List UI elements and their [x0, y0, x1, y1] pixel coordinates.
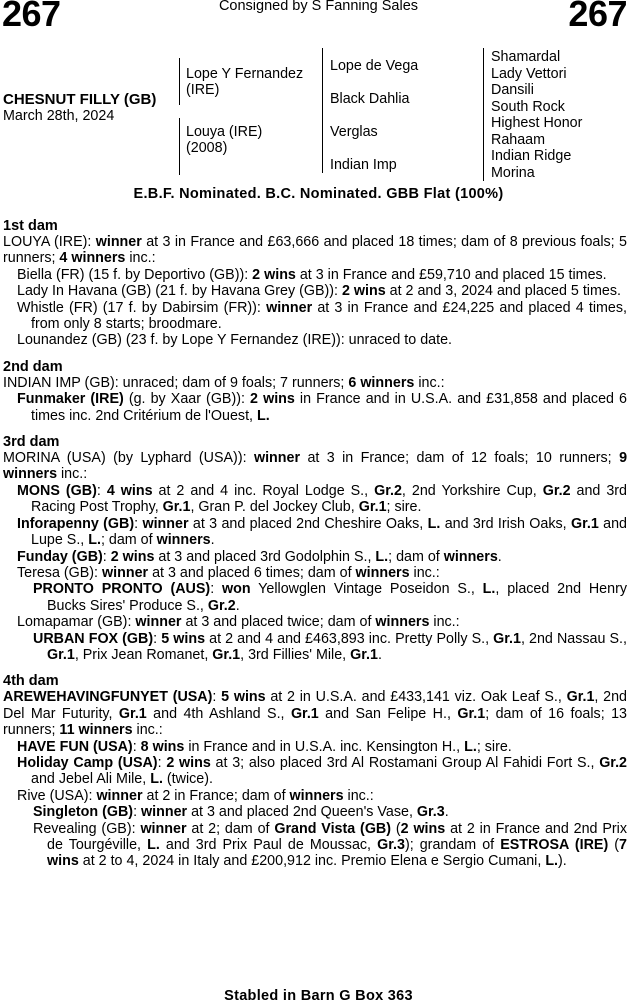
produce-entry: Holiday Camp (USA): 2 wins at 3; also placed 3rd Al Rostamani Group Al Fahidi Fort S., Gr.2 and Jebel Ali Mile, L. (twice).: [17, 754, 628, 788]
catalogue-content: [3, 218, 627, 870]
ancestor-3rd-gen: Dansili: [491, 82, 534, 98]
nominations: E.B.F. Nominated. B.C. Nominated. GBB Flat (100%): [133, 186, 504, 202]
foaling-date: March 28th, 2024: [3, 108, 115, 124]
produce-entry: Rive (USA): winner at 2 in France; dam of winners inc.:: [17, 787, 374, 804]
produce-entry: Lounandez (GB) (23 f. by Lope Y Fernandez (IRE)): unraced to date.: [17, 332, 452, 349]
section-title-4th-dam: 4th dam: [3, 673, 59, 690]
dam-dam: Indian Imp: [330, 157, 397, 173]
produce-entry: Teresa (GB): winner at 3 and placed 6 times; dam of winners inc.:: [17, 564, 440, 581]
produce-entry: URBAN FOX (GB): 5 wins at 2 and 4 and £463,893 inc. Pretty Polly S., Gr.1, 2nd Nassau S., Gr.1, Prix Jean Romanet, Gr.1, 3rd Fillies' Mile, Gr.1.: [33, 630, 627, 663]
produce-entry: Revealing (GB): winner at 2; dam of Grand Vista (GB) (2 wins at 2 in France and 2nd Prix de Tourgéville, L. and 3rd Prix Paul de Moussac, Gr.3); grandam of ESTROSA (IRE) (7 wins at 2 to 4, 2024 in Italy and £200,912 inc. Premio Elena e Sergio Cumani, L.).: [33, 820, 627, 870]
dam-sire: Verglas: [330, 124, 378, 140]
ancestor-3rd-gen: Morina: [491, 165, 535, 181]
pedigree-divider: [322, 48, 323, 173]
dam-paragraph: LOUYA (IRE): winner at 3 in France and £63,666 and placed 18 times; dam of 8 previous foals; 5 runners; 4 winners inc.:: [3, 234, 627, 267]
produce-entry: Lomapamar (GB): winner at 3 and placed twice; dam of winners inc.:: [17, 614, 460, 631]
produce-entry: PRONTO PRONTO (AUS): won Yellowglen Vintage Poseidon S., L., placed 2nd Henry Bucks Sires' Produce S., Gr.2.: [33, 581, 627, 614]
consignor: Consigned by S Fanning Sales: [218, 0, 419, 14]
stabling-info: Stabled in Barn G Box 363: [224, 988, 413, 1004]
horse-name: CHESNUT FILLY (GB): [3, 91, 157, 108]
pedigree-divider: [179, 118, 180, 175]
pedigree-divider: [179, 58, 180, 105]
sire-sire: Lope de Vega: [330, 58, 419, 74]
section-title-3rd-dam: 3rd dam: [3, 434, 60, 451]
sire: Lope Y Fernandez (IRE): [186, 66, 304, 99]
produce-entry: Inforapenny (GB): winner at 3 and placed 2nd Cheshire Oaks, L. and 3rd Irish Oaks, Gr.1 and Lupe S., L.; dam of winners.: [17, 515, 628, 549]
ancestor-3rd-gen: Shamardal: [491, 49, 561, 65]
sire-dam: Black Dahlia: [330, 91, 410, 107]
dam: Louya (IRE) (2008): [186, 124, 263, 157]
ancestor-3rd-gen: Highest Honor: [491, 115, 583, 131]
produce-entry: MONS (GB): 4 wins at 2 and 4 inc. Royal Lodge S., Gr.2, 2nd Yorkshire Cup, Gr.2 and 3rd Racing Post Trophy, Gr.1, Gran P. del Jockey Club, Gr.1; sire.: [17, 482, 628, 516]
dam-paragraph: MORINA (USA) (by Lyphard (USA)): winner at 3 in France; dam of 12 foals; 10 runners; 9 winners inc.:: [3, 450, 628, 483]
lot-number-right: 267: [568, 0, 627, 34]
produce-entry: Lady In Havana (GB) (21 f. by Havana Grey (GB)): 2 wins at 2 and 3, 2024 and placed 5 times.: [17, 283, 621, 300]
dam-paragraph: AREWEHAVINGFUNYET (USA): 5 wins at 2 in U.S.A. and £433,141 viz. Oak Leaf S., Gr.1, 2nd Del Mar Futurity, Gr.1 and 4th Ashland S., Gr.1 and San Felipe H., Gr.1; dam of 16 foals; 13 runners; 11 winners inc.:: [3, 689, 627, 739]
produce-entry: Biella (FR) (15 f. by Deportivo (GB)): 2 wins at 3 in France and £59,710 and placed 15 times.: [17, 266, 607, 283]
pedigree-table: [0, 46, 637, 181]
ancestor-3rd-gen: Lady Vettori: [491, 66, 567, 82]
ancestor-3rd-gen: Rahaam: [491, 132, 546, 148]
lot-number-left: 267: [2, 0, 61, 34]
dam-paragraph: INDIAN IMP (GB): unraced; dam of 9 foals; 7 runners; 6 winners inc.:: [3, 374, 445, 391]
pedigree-divider: [483, 48, 484, 181]
produce-entry: Singleton (GB): winner at 3 and placed 2nd Queen's Vase, Gr.3.: [33, 804, 449, 821]
produce-entry: Whistle (FR) (17 f. by Dabirsim (FR)): winner at 3 in France and £24,225 and placed 4 times, from only 8 starts; broodmare.: [17, 299, 627, 333]
section-title-1st-dam: 1st dam: [3, 218, 58, 234]
horse-info: [3, 91, 173, 124]
ancestor-3rd-gen: South Rock: [491, 99, 565, 115]
ancestor-3rd-gen: Indian Ridge: [491, 148, 572, 164]
produce-entry: Funday (GB): 2 wins at 3 and placed 3rd Godolphin S., L.; dam of winners.: [17, 548, 502, 565]
section-title-2nd-dam: 2nd dam: [3, 358, 63, 375]
produce-entry: Funmaker (IRE) (g. by Xaar (GB)): 2 wins in France and in U.S.A. and £31,858 and placed 6 times inc. 2nd Critérium de l'Ouest, L.: [17, 391, 628, 424]
produce-entry: HAVE FUN (USA): 8 wins in France and in U.S.A. inc. Kensington H., L.; sire.: [17, 738, 512, 755]
